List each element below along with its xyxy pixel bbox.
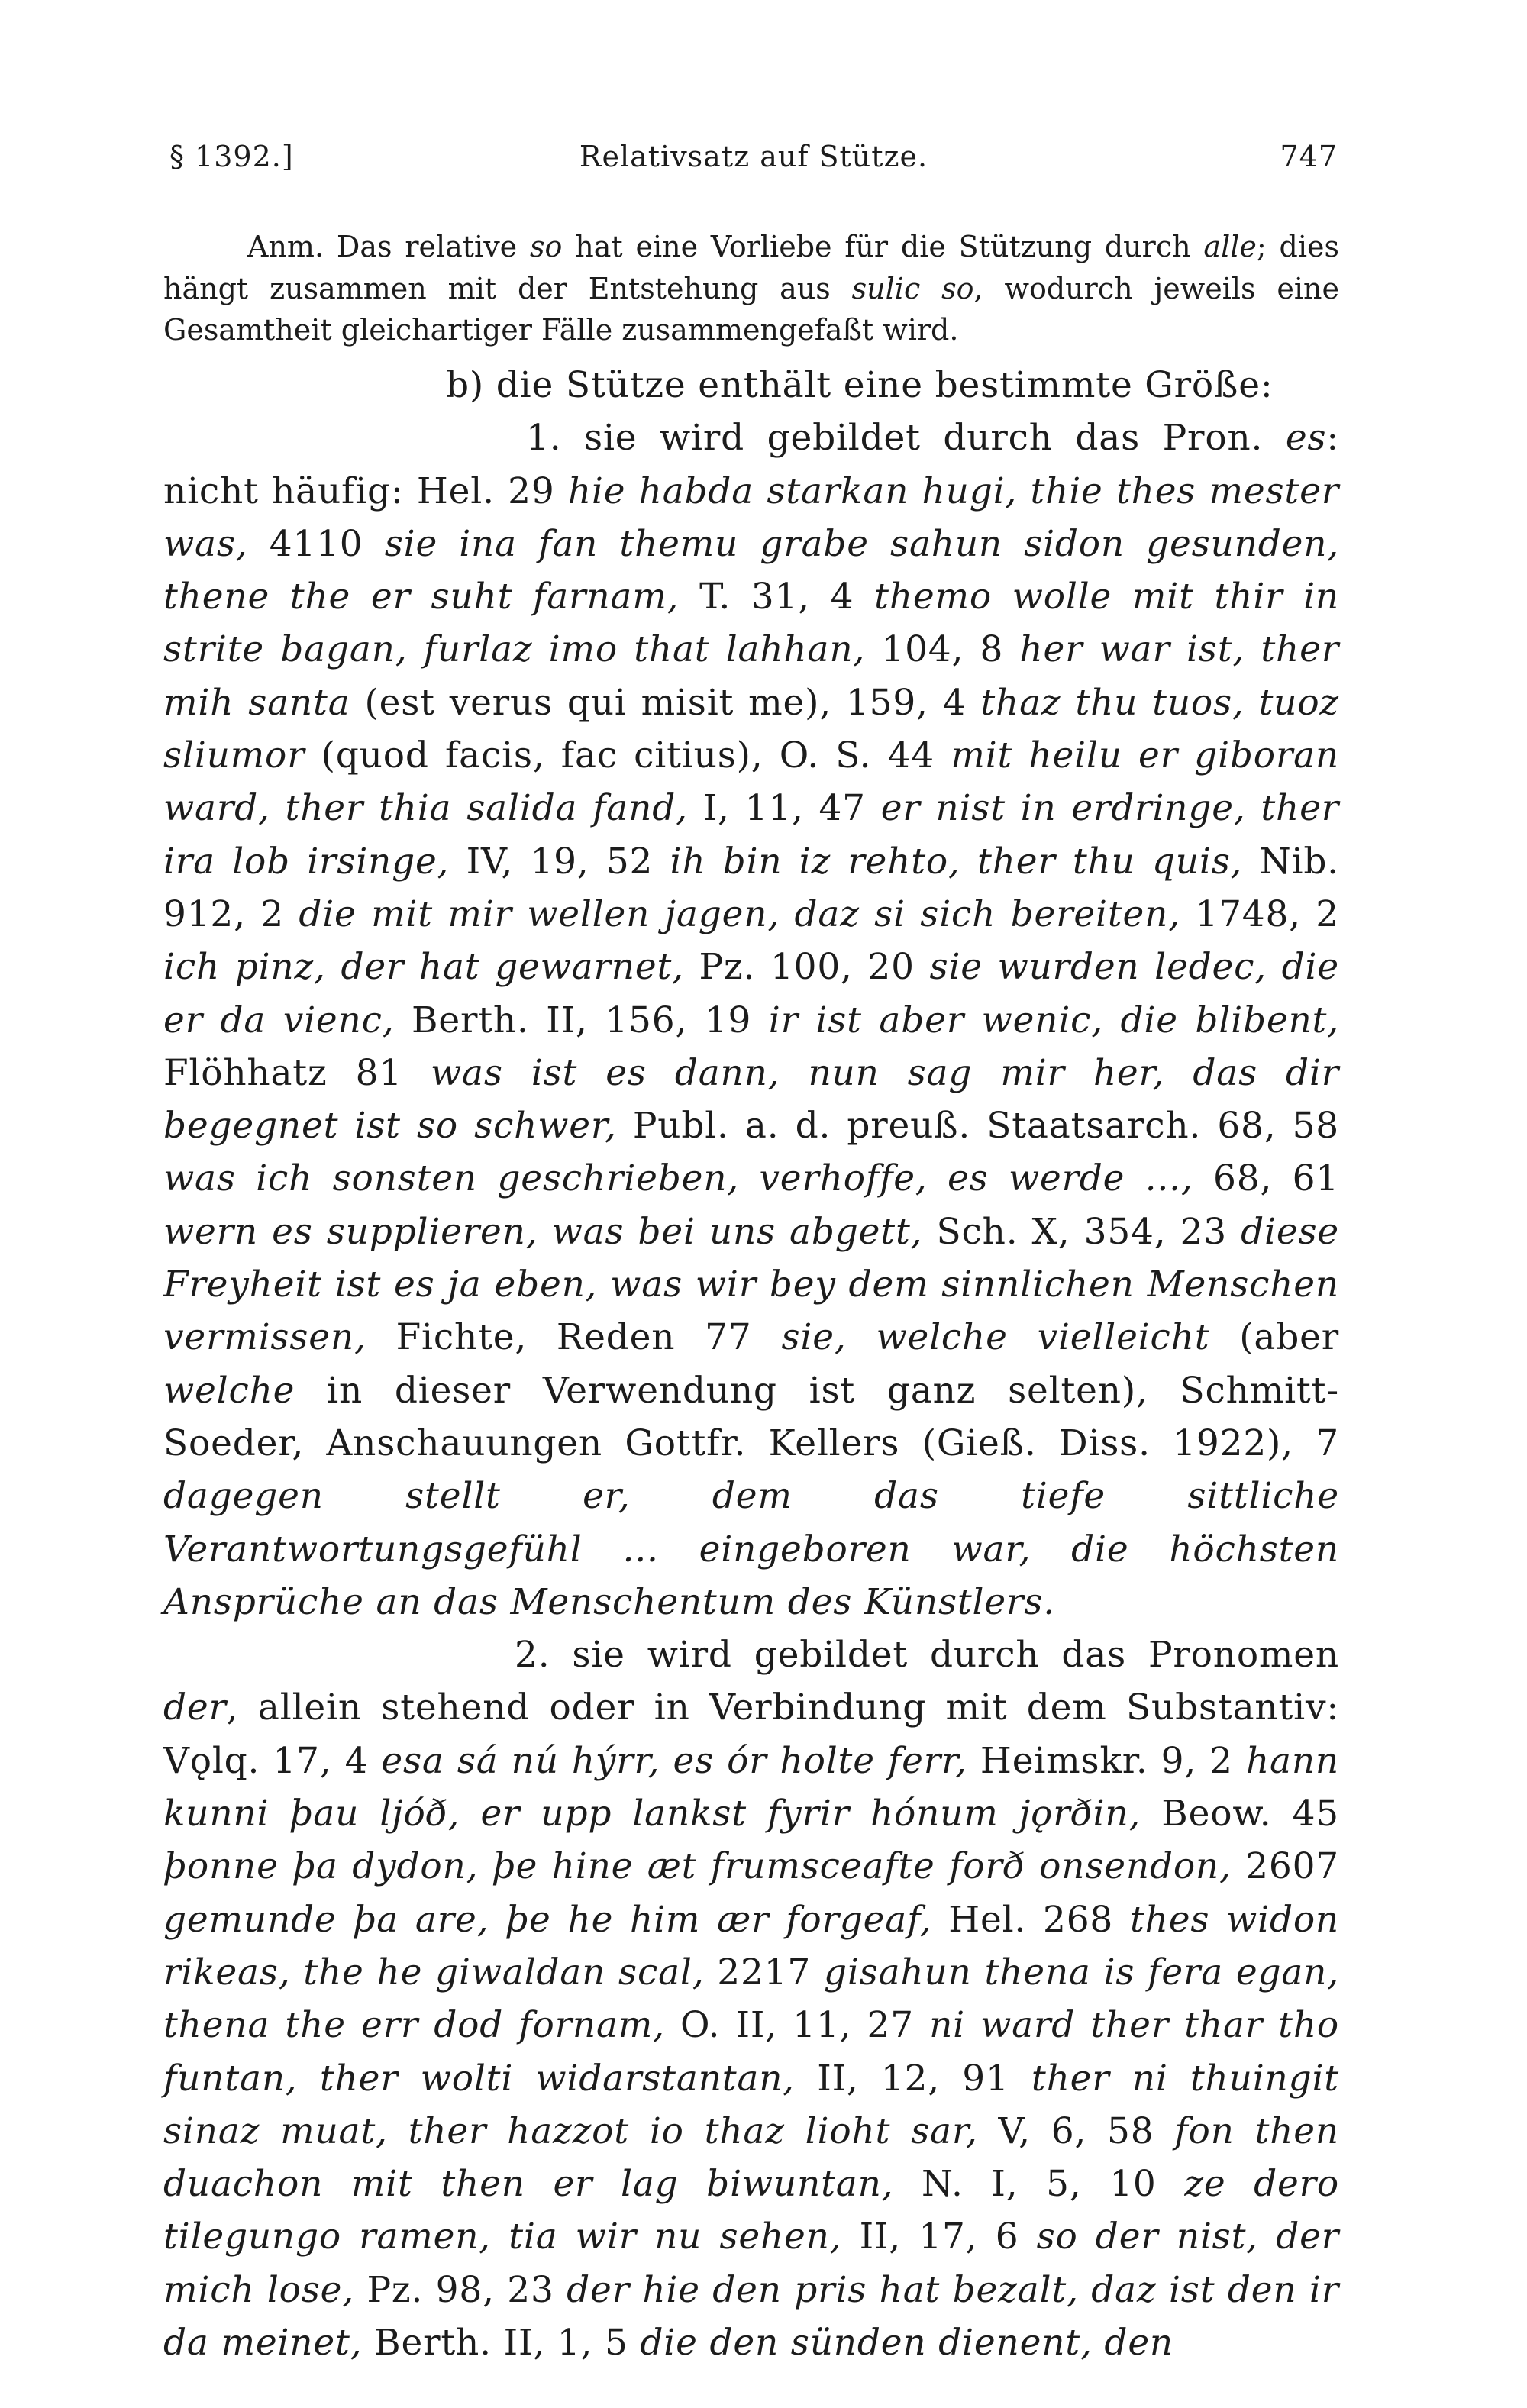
para2-run: gisahun thena is fera egan, thena the err dod fornam, (163, 1951, 1339, 2047)
para2-run: Berth. II, 1, 5 (362, 2321, 641, 2364)
para2-run: esa sá nú hýrr, es ór holte ferr, (381, 1739, 967, 1782)
para1-run: hie habda starkan hugi, thie thes mester was, (163, 470, 1339, 565)
para2-run: O. II, 11, 27 (664, 2004, 930, 2047)
para1-run: diese Freyheit ist es ja eben, was wir bey dem sinnlichen Menschen vermissen, (163, 1210, 1339, 1359)
para2-run: der (163, 1687, 227, 1729)
para2-run: , allein stehend oder in Verbindung mit dem Substantiv: Vǫlq. 17, 4 (163, 1687, 1339, 1782)
para2-run: fon then duachon mit then er lag biwuntan, (163, 2109, 1339, 2206)
para2-run: þonne þa dydon, þe hine æt frumsceafte forð onsendon, (163, 1845, 1232, 1888)
para1-run: (quod facis, fac citius), O. S. 44 (305, 734, 951, 777)
para1-run: er nist in erdringe, ther ira lob irsinge, (163, 787, 1339, 883)
page-number: 747 (1280, 140, 1338, 173)
annotation-paragraph (163, 226, 1339, 351)
para1-run: themo wolle mit thir in strite bagan, furlaz imo that lahhan, (163, 576, 1339, 671)
para2-run: N. I, 5, 10 (893, 2163, 1185, 2206)
running-title: Relativsatz auf Stütze. (579, 140, 928, 173)
para1-run: ir ist aber wenic, die blibent, (768, 999, 1339, 1041)
para1-run: Berth. II, 156, 19 (394, 999, 769, 1041)
para1-run: I, 11, 47 (687, 787, 881, 830)
para1-run: sie, welche vielleicht (781, 1316, 1210, 1359)
para1-run: 104, 8 (865, 628, 1020, 671)
para1-run: 1. sie wird gebildet durch das Pron. (526, 417, 1286, 460)
para2-run: 2607 (1231, 1845, 1339, 1888)
paragraph-1 (163, 412, 1339, 1628)
para2-run: II, 17, 6 (841, 2216, 1037, 2258)
para1-run: T. 31, 4 (679, 576, 875, 618)
anm-run: Anm. Das relative (247, 230, 530, 263)
para2-run: 2217 (704, 1951, 824, 1993)
section-number: § 1392.] (169, 140, 294, 173)
para1-run: sie ina fan themu grabe sahun sidon gesunden, thene the er suht farnam, (163, 522, 1340, 618)
para1-run: es (1285, 417, 1327, 460)
subheading-b: b) die Stütze enthält eine bestimmte Größe: (446, 364, 1274, 406)
para1-run: sie wurden ledec, die er da vienc, (163, 946, 1339, 1041)
main-body (163, 359, 1339, 2369)
para2-run: ther ni thuingit sinaz muat, ther hazzot io thaz lioht sar, (163, 2057, 1339, 2152)
para1-run: dagegen stellt er, dem das tiefe sittliche Verantwortungsgefühl ... eingeboren war, die höchsten Ansprüche an das Menschentum des Künstlers. (163, 1475, 1339, 1623)
para1-run: (est verus qui misit me), 159, 4 (350, 681, 981, 724)
para2-run: ni ward ther thar tho funtan, ther wolti widarstantan, (163, 2004, 1339, 2100)
para1-run: her war ist, ther mih santa (163, 628, 1339, 724)
para1-run: was ist es dann, nun sag mir her, das dir begegnet ist so schwer, (163, 1051, 1340, 1148)
para1-run: Nib. 912, 2 (163, 840, 1339, 935)
para2-run: Beow. 45 (1141, 1793, 1339, 1835)
para1-run: in dieser Verwendung ist ganz selten), Schmitt-Soeder, Anschauungen Gottfr. Kellers (Gieß. Diss. 1922), 7 (163, 1369, 1339, 1464)
para2-run: ze dero tilegungo ramen, tia wir nu sehen, (163, 2163, 1340, 2258)
para1-run: Publ. a. d. preuß. Staatsarch. 68, 58 (616, 1105, 1339, 1148)
para2-run: V, 6, 58 (977, 2109, 1175, 2152)
para1-run: IV, 19, 52 (449, 840, 670, 883)
para2-run: gemunde þa are, þe he him ær forgeaf, (163, 1898, 932, 1941)
para1-run: 68, 61 (1193, 1157, 1340, 1200)
para2-run: 2. sie wird gebildet durch das Pronomen (515, 1634, 1339, 1677)
para1-run: thaz thu tuos, tuoz sliumor (163, 681, 1339, 777)
anm-run: alle (1203, 230, 1257, 263)
para1-run: (aber (1209, 1316, 1340, 1359)
para1-run: mit heilu er giboran ward, ther thia salida fand, (163, 734, 1340, 830)
para1-run: was ich sonsten geschrieben, verhoffe, es werde ..., (163, 1157, 1193, 1200)
anm-run: sulic so (851, 271, 974, 305)
para1-run: welche (163, 1369, 295, 1412)
para2-run: hann kunni þau ljóð, er upp lankst fyrir hónum jǫrðin, (163, 1739, 1339, 1835)
para2-run: thes widon rikeas, the he giwaldan scal, (163, 1898, 1339, 1993)
running-header (169, 140, 1338, 186)
para2-run: so der nist, der mich lose, (163, 2216, 1339, 2311)
paragraph-2 (163, 1628, 1339, 2369)
anm-text (163, 226, 1339, 351)
para1-run: Flöhhatz 81 (163, 1051, 431, 1094)
anm-run: so (530, 230, 563, 263)
para1-run: Sch. X, 354, 23 (922, 1210, 1241, 1253)
para1-run: ih bin iz rehto, ther thu quis, (670, 840, 1243, 883)
para1-run: wern es supplieren, was bei uns abgett, (163, 1210, 923, 1253)
para2-run: II, 12, 91 (795, 2057, 1031, 2100)
anm-run: , wodurch jeweils eine Gesamtheit gleichartiger Fälle zusammengefaßt wird. (163, 271, 1340, 347)
para1-run: die mit mir wellen jagen, daz si sich bereiten, (299, 893, 1180, 935)
para1-run: Fichte, Reden 77 (366, 1316, 782, 1359)
para2-run: Pz. 98, 23 (354, 2268, 567, 2311)
para2-run: die den sünden dienent, den (640, 2321, 1174, 2364)
anm-run: hat eine Vorliebe für die Stützung durch (562, 230, 1204, 263)
para1-run: 1748, 2 (1180, 893, 1340, 935)
para1-run: ich pinz, der hat gewarnet, (163, 946, 684, 989)
para1-run: Pz. 100, 20 (683, 946, 930, 989)
anm-run: ; dies hängt zusammen mit der Entstehung aus (163, 230, 1339, 305)
para1-run: 4110 (247, 522, 385, 565)
para2-run: Heimskr. 9, 2 (967, 1739, 1246, 1782)
para1-run: : nicht häufig: Hel. 29 (163, 417, 1339, 512)
para2-run: der hie den pris hat bezalt, daz ist den ir da meinet, (163, 2268, 1339, 2364)
para2-run: Hel. 268 (931, 1898, 1130, 1941)
